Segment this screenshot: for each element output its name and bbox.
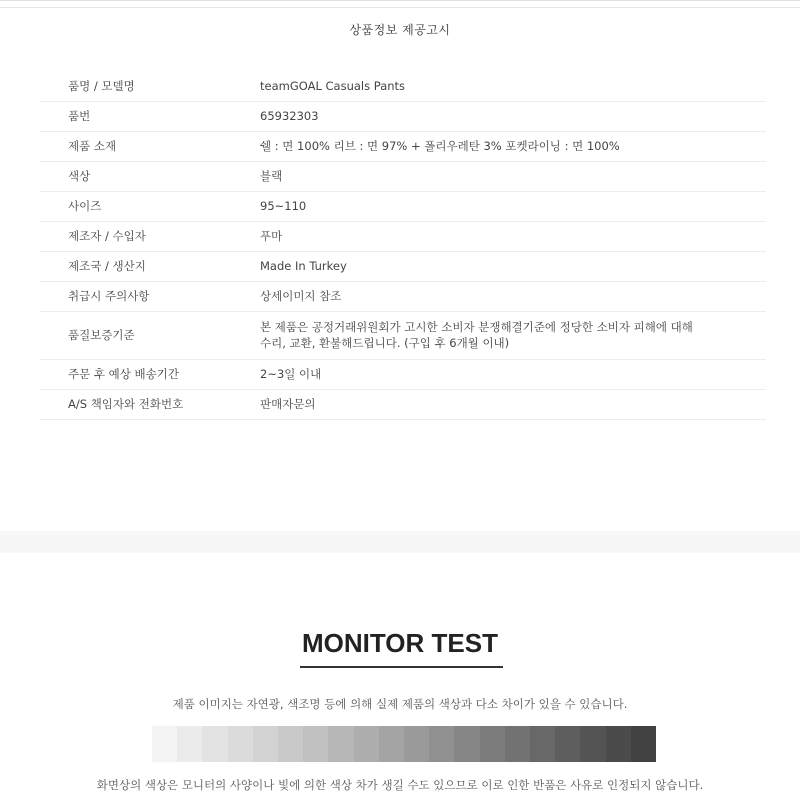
gray-swatch bbox=[480, 726, 505, 762]
gray-swatch bbox=[555, 726, 580, 762]
spec-value bbox=[258, 221, 766, 251]
gray-swatch bbox=[530, 726, 555, 762]
spec-row bbox=[40, 101, 766, 131]
gray-swatch bbox=[606, 726, 631, 762]
section-title: 상품정보 제공고시 bbox=[349, 23, 451, 37]
spec-value-line: 블랙 bbox=[260, 169, 283, 183]
spec-value bbox=[258, 191, 766, 221]
spec-value bbox=[258, 251, 766, 281]
spec-label: 품질보증기준 bbox=[40, 311, 258, 359]
spec-value bbox=[258, 389, 766, 419]
spec-row bbox=[40, 131, 766, 161]
spec-value-line: 2~3일 이내 bbox=[260, 367, 322, 381]
spec-row bbox=[40, 161, 766, 191]
spec-value-line: 본 제품은 공정거래위원회가 고시한 소비자 분쟁해결기준에 정당한 소비자 피해에 대해 bbox=[260, 320, 693, 334]
spec-value bbox=[258, 131, 766, 161]
spec-value bbox=[258, 101, 766, 131]
spec-value-line: Made In Turkey bbox=[260, 259, 347, 273]
spec-row bbox=[40, 191, 766, 221]
spec-value-line: 수리, 교환, 환불해드립니다. (구입 후 6개월 이내) bbox=[260, 336, 510, 350]
spec-label: 제품 소재 bbox=[40, 131, 258, 161]
grayscale-bar bbox=[152, 726, 656, 762]
gray-swatch bbox=[303, 726, 328, 762]
spec-value-line: 판매자문의 bbox=[260, 397, 316, 411]
gray-swatch bbox=[379, 726, 404, 762]
spec-value-line: teamGOAL Casuals Pants bbox=[260, 78, 406, 93]
title-underline bbox=[300, 666, 503, 668]
monitor-test-title: MONITOR TEST bbox=[302, 628, 498, 658]
spec-row bbox=[40, 359, 766, 389]
spec-label: 제조국 / 생산지 bbox=[40, 251, 258, 281]
spec-value-line: 95~110 bbox=[260, 199, 307, 213]
spec-value bbox=[258, 71, 766, 101]
spec-value bbox=[258, 359, 766, 389]
gray-swatch bbox=[152, 726, 177, 762]
spec-label: 취급시 주의사항 bbox=[40, 281, 258, 311]
spec-value bbox=[258, 161, 766, 191]
spec-row bbox=[40, 389, 766, 419]
gray-swatch bbox=[354, 726, 379, 762]
gray-swatch bbox=[631, 726, 656, 762]
spec-row bbox=[40, 251, 766, 281]
gray-swatch bbox=[580, 726, 605, 762]
spec-row bbox=[40, 311, 766, 359]
gray-swatch bbox=[202, 726, 227, 762]
monitor-test-note: 화면상의 색상은 모니터의 사양이나 빛에 의한 색상 차가 생길 수도 있으므로 이로 인한 반품은 사유로 인정되지 않습니다. bbox=[96, 778, 704, 792]
spec-row bbox=[40, 221, 766, 251]
gray-swatch bbox=[404, 726, 429, 762]
spec-label: 사이즈 bbox=[40, 191, 258, 221]
spec-label: 품번 bbox=[40, 101, 258, 131]
gray-swatch bbox=[278, 726, 303, 762]
gray-swatch bbox=[328, 726, 353, 762]
spec-value-line: 65932303 bbox=[260, 109, 319, 123]
gray-swatch bbox=[505, 726, 530, 762]
spec-value bbox=[258, 281, 766, 311]
spec-label: 주문 후 예상 배송기간 bbox=[40, 359, 258, 389]
spec-row bbox=[40, 71, 766, 101]
gray-swatch bbox=[429, 726, 454, 762]
monitor-test-card bbox=[0, 553, 800, 800]
spec-value-line: 상세이미지 참조 bbox=[260, 289, 342, 303]
spec-row bbox=[40, 281, 766, 311]
product-spec-table bbox=[40, 71, 766, 420]
spec-label: 제조자 / 수입자 bbox=[40, 221, 258, 251]
gray-swatch bbox=[454, 726, 479, 762]
gray-swatch bbox=[253, 726, 278, 762]
spec-value-line: 쉘 : 면 100% 리브 : 면 97% + 폴리우레탄 3% 포켓라이닝 : 면 100% bbox=[260, 139, 620, 153]
spec-value-line: 푸마 bbox=[260, 229, 283, 243]
monitor-test-description: 제품 이미지는 자연광, 색조명 등에 의해 실제 제품의 색상과 다소 차이가 있을 수 있습니다. bbox=[172, 697, 628, 711]
gray-swatch bbox=[177, 726, 202, 762]
spec-value bbox=[258, 311, 766, 359]
spec-label: 색상 bbox=[40, 161, 258, 191]
divider bbox=[0, 7, 800, 8]
spec-label: A/S 책임자와 전화번호 bbox=[40, 389, 258, 419]
gray-swatch bbox=[228, 726, 253, 762]
spec-label: 품명 / 모델명 bbox=[40, 71, 258, 101]
